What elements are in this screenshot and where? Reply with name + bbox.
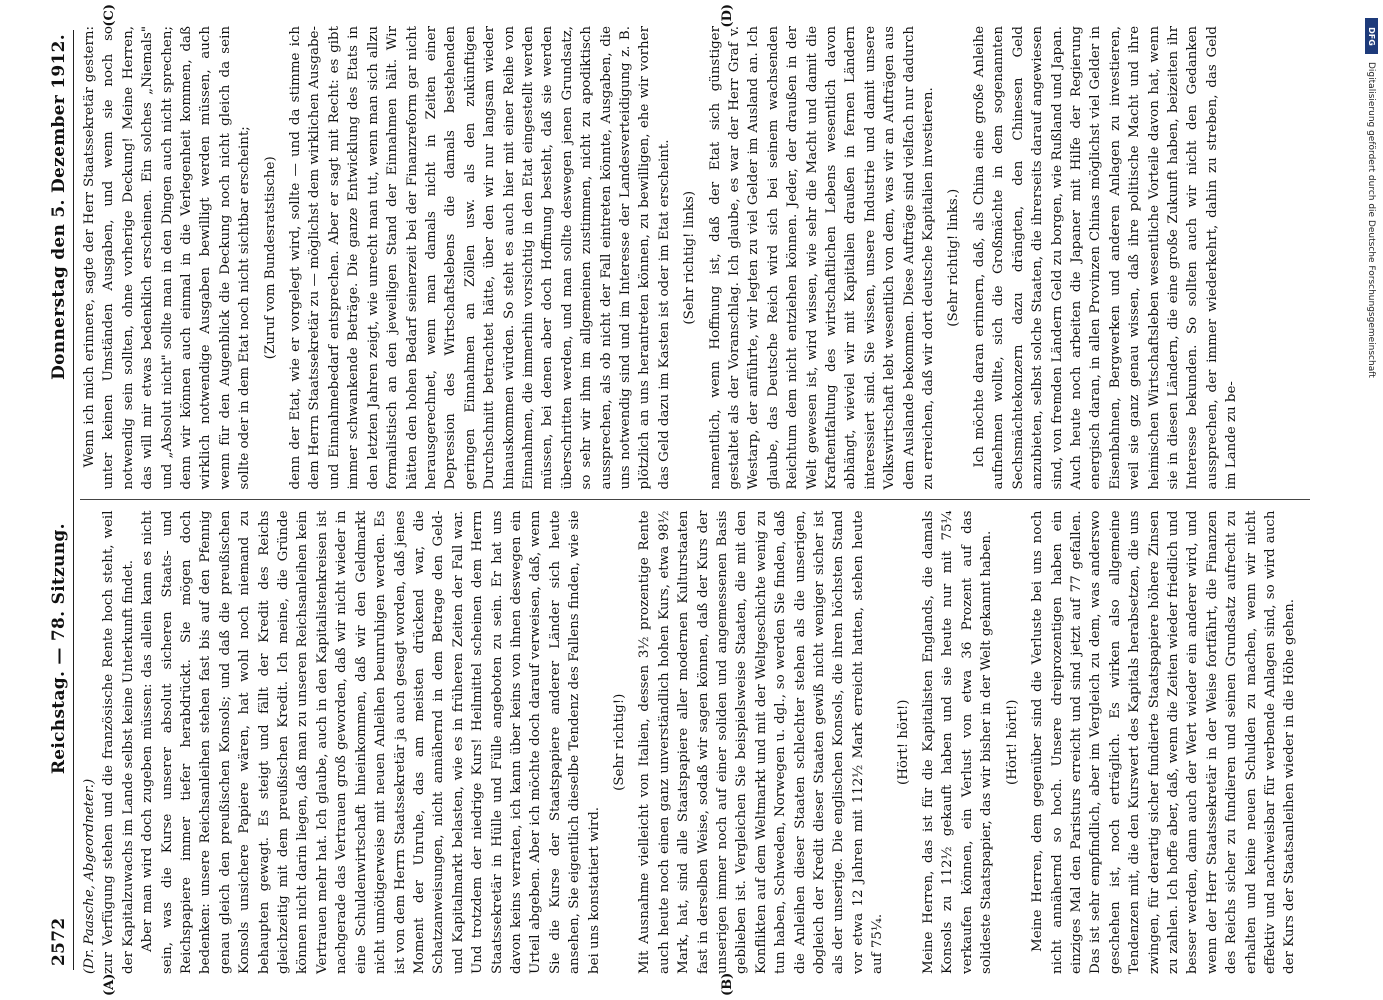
paragraph: (Sehr richtig! links)	[682, 190, 698, 325]
page-number: 2572	[49, 917, 69, 966]
margin-label-d: (D)	[720, 4, 735, 28]
margin-label-c: (C)	[102, 4, 117, 27]
paragraph: Wenn ich mich erinnere, sagte der Herr Staatssekretär gestern: unter keinen Umständen Ausgaben, und wenn sie noch so notwendig sein sollten, ohne vorherige Deckung! Meine Herren, das will mir etwas bedenklich erscheinen. Ein solches „Niemals" und „Absolut nicht" sollte man in den Dingen auch nicht sprechen; denn wir können auch einmal in die Verlegenheit kommen, daß wirklich notwendige Ausgaben bewilligt werden müssen, auch wenn für den Augenblick die Deckung noch nicht gleich da sein sollte oder in dem Etat noch nicht sichtbar erscheint;	[82, 26, 253, 490]
paragraph: Ich möchte daran erinnern, daß, als China eine große Anleihe aufnehmen wollte, sich die Großmächte in dem sogenannten Sechsmächtekonzern dazu drängten, den Chinesen Geld anzubieten, selbst solche Staaten, die ihrerseits darauf angewiesen sind, von fremden Ländern Geld zu borgen, wie Rußland und Japan. Auch heute noch arbeiten die Japaner mit Hilfe der Regierung energisch daran, in allen Provinzen Chinas möglichst viel Gelder in Eisenbahnen, Bergwerken und anderen Anlagen zu investieren, weil sie ganz genau wissen, daß ihre politische Macht und ihre heimischen Wirtschaftsleben wesentliche Vorteile davon hat, wenn sie in diesen Ländern, die eine große Zukunft haben, beizeiten ihr Interesse bekunden. So sollten auch wir nicht den Gedanken aussprechen, der immer wiederkehrt, dahin zu streben, das Geld im Lande zu be-	[971, 26, 1240, 490]
page-header	[49, 26, 73, 974]
paragraph: denn der Etat, wie er vorgelegt wird, sollte — und da stimme ich dem Herrn Staatssekretär zu — möglichst dem wirklichen Ausgabe- und Einnahmebedarf entsprechen. Aber er sagt mit Recht: es gibt immer schwankende Beträge. Die ganze Entwicklung des Etats in den letzten Jahren zeigt, wie unrecht man tut, wenn man sich allzu formalistisch an den jeweiligen Stand der Einnahmen hält. Wir hätten den hohen Bedarf seinerzeit bei der Finanzreform gar nicht herausgerechnet, wenn man damals nicht in Zeiten einer Depression des Wirtschaftslebens die damals bestehenden geringen Einnahmen an Zöllen usw. als den zukünftigen Durchschnitt betrachtet hätte, über den wir nur langsam wieder hinauskommen würden. So steht es auch hier mit einer Reihe von Einnahmen, die immerhin vorsichtig in den Etat eingestellt werden müssen, bei denen aber doch Hoffnung besteht, daß sie werden überschritten werden, und man sollte deswegen jenen Grundsatz, so sehr wir ihm im allgemeinen zustimmen, nicht zu apodiktisch aussprechen, als ob nicht der Fall eintreten könnte, Ausgaben, die uns notwendig sind und im Interesse der Landesverteidigung z. B. plötzlich an uns herantreten können, zu bewilligen, ehe wir vorher das Geld dazu im Kasten ist oder im Etat erscheint.	[288, 26, 672, 490]
paragraph: (Hört! hört!)	[895, 699, 911, 785]
session-date: Donnerstag den 5. Dezember 1912.	[49, 34, 69, 380]
document-page	[41, 4, 1341, 996]
left-column	[80, 500, 1310, 996]
paragraph: namentlich, wenn Hoffnung ist, daß der Etat sich günstiger gestaltet als der Voranschlag. Ich glaube, es war der Herr Graf v. Westarp, der anführte, wir legten zu viel Gelder im Ausland an. Ich glaube, das Deutsche Reich wird sich bei seinem wachsenden Reichtum dem nicht entziehen können. Jeder, der draußen in der Welt gewesen ist, wird wissen, wie sehr die Macht und damit die Kraftentfaltung des wirtschaftlichen Lebens wesentlich davon abhängt, wieviel wir mit Kapitalien draußen in fernen Ländern interessiert sind. Sie wissen, unsere Industrie und damit unsere Volkswirtschaft lebt wesentlich von dem, was wir an Aufträgen aus dem Auslande bekommen. Diese Aufträge sind vielfach nur dadurch zu erreichen, daß wir dort deutsche Kapitalien investieren.	[707, 26, 937, 490]
right-column	[80, 4, 1310, 490]
left-column-text	[80, 511, 1300, 975]
paragraph: (Sehr richtig!)	[611, 693, 627, 791]
margin-label-a: (A)	[102, 973, 117, 996]
right-column-text	[80, 26, 1242, 490]
paragraph: zur Verfügung stehen und die französische Rente hoch steht, weil der Kapitalzuwachs im Lande selbst keine Unterkunft findet.	[101, 510, 136, 974]
paragraph: Aber man wird doch zugeben müssen: das allein kann es nicht sein, was die Kurse unserer absolut sicheren Staats- und Reichspapiere immer tiefer herabdrückt. Sie mögen doch bedenken: unsere Reichsanleihen stehen fast bis auf den Pfennig genau gleich den preußischen Konsols; und daß die preußischen Konsols unsichere Papiere wären, hat wohl noch niemand zu behaupten gewagt. Es steigt und fällt der Kredit des Reichs gleichzeitig mit dem preußischen Kredit. Ich meine, die Gründe können nicht darin liegen, daß man zu unseren Reichsanleihen kein Vertrauen mehr hat. Ich glaube, auch in den Kapitalistenkreisen ist nachgerade das Vertrauen groß geworden, daß wir nicht wieder in eine Schuldenwirtschaft hineinkommen, daß wir den Geldmarkt nicht unnötigerweise mit neuen Anleihen beunruhigen werden. Es ist von dem Herrn Staatssekretär ja auch gesagt worden, daß jenes Moment der Unruhe, das am meisten drückend war, die Schatzanweisungen, nicht annähernd in dem Betrage den Geld- und Kapitalmarkt belasten, wie es in früheren Zeiten der Fall war. Und trotzdem der niedrige Kurs! Heilmittel scheinen dem Herrn Staatssekretär in Hülle und Fülle angeboten zu sein. Er hat uns davon keins verraten, ich kann über keins von ihnen deswegen ein Urteil abgeben. Aber ich möchte doch darauf verweisen, daß, wenn Sie die Kurse der Staatspapiere anderer Länder sich heute ansehen, Sie eigentlich dieselbe Tendenz des Fallens finden, wie sie bei uns konstatiert wird.	[140, 510, 602, 974]
two-column-body	[80, 4, 1310, 996]
paragraph: (Zuruf vom Bundesratstische)	[262, 156, 278, 360]
paragraph: (Dr. Paasche, Abgeordneter.)	[82, 778, 97, 974]
digitization-sidebar	[1365, 10, 1381, 770]
paragraph: (Sehr richtig! links.)	[946, 188, 962, 327]
paragraph: Mit Ausnahme vielleicht von Italien, dessen 3½ prozentige Rente auch heute noch einen ganz unverständlich hohen Kurs, etwa 98½ Mark, hat, sind alle Staatspapiere aller modernen Kulturstaaten fast in derselben Weise, sodaß wir sagen können, daß der Kurs der unserigen immer noch auf einer soliden und angemessenen Basis geblieben ist. Vergleichen Sie beispielsweise Staaten, die mit den Konflikten auf dem Weltmarkt und mit der Weltgeschichte wenig zu tun haben, Schweden, Norwegen u. dgl., so werden Sie finden, daß die Anleihen dieser Staaten schlechter stehen als die unserigen, obgleich der Kredit dieser Staaten gewiß nicht weniger sicher ist als der unserige. Die englischen Konsols, die ihren höchsten Stand vor etwa 12 Jahren mit 112½ Mark erreicht hatten, stehen heute auf 75¼.	[637, 510, 886, 974]
margin-label-b: (B)	[720, 972, 735, 996]
paragraph: Meine Herren, das ist für die Kapitalisten Englands, die damals Konsols zu 112½ gekauft haben und sie heute nur mit 75¼ verkaufen können, ein Verlust von etwa 36 Prozent auf das solideste Staatspapier, das wir bisher in der Welt gekannt haben.	[921, 510, 995, 974]
header-rule	[73, 30, 74, 970]
paragraph: (Hört! hört!)	[1004, 699, 1020, 785]
funding-note: Digitalisierung gefördert durch die Deutsche Forschungsgemeinschaft	[1366, 62, 1376, 378]
dfg-logo: DFG	[1365, 18, 1378, 54]
session-title: Reichstag. — 78. Sitzung.	[49, 523, 69, 775]
paragraph: Meine Herren, dem gegenüber sind die Verluste bei uns noch nicht annähernd so hoch. Unsere dreiprozentigen haben ein einziges Mal den Paristurs erreicht und sind jetzt auf 77 gefallen. Das ist sehr empfindlich, aber im Vergleich zu dem, was anderswo geschehen ist, noch erträglich. Es wirken also allgemeine Tendenzen mit, die den Kurswert des Kapitals herabsetzen, die uns zwingen, für derartig sicher fundierte Staatspapiere höhere Zinsen zu zahlen. Ich hoffe aber, daß, wenn die Zeiten wieder friedlich und besser werden, dann auch der Wert wieder ein anderer wird, und wenn der Herr Staatssekretär in der Weise fortfährt, die Finanzen des Reichs sicher zu fundieren und seinen Grundsatz aufrecht zu erhalten und keine neuen Schulden zu machen, wenn wir nicht effektiv und nachweisbar für werbende Anlagen sind, so wird auch der Kurs der Staatsanleihen wieder in die Höhe gehen.	[1030, 510, 1298, 974]
